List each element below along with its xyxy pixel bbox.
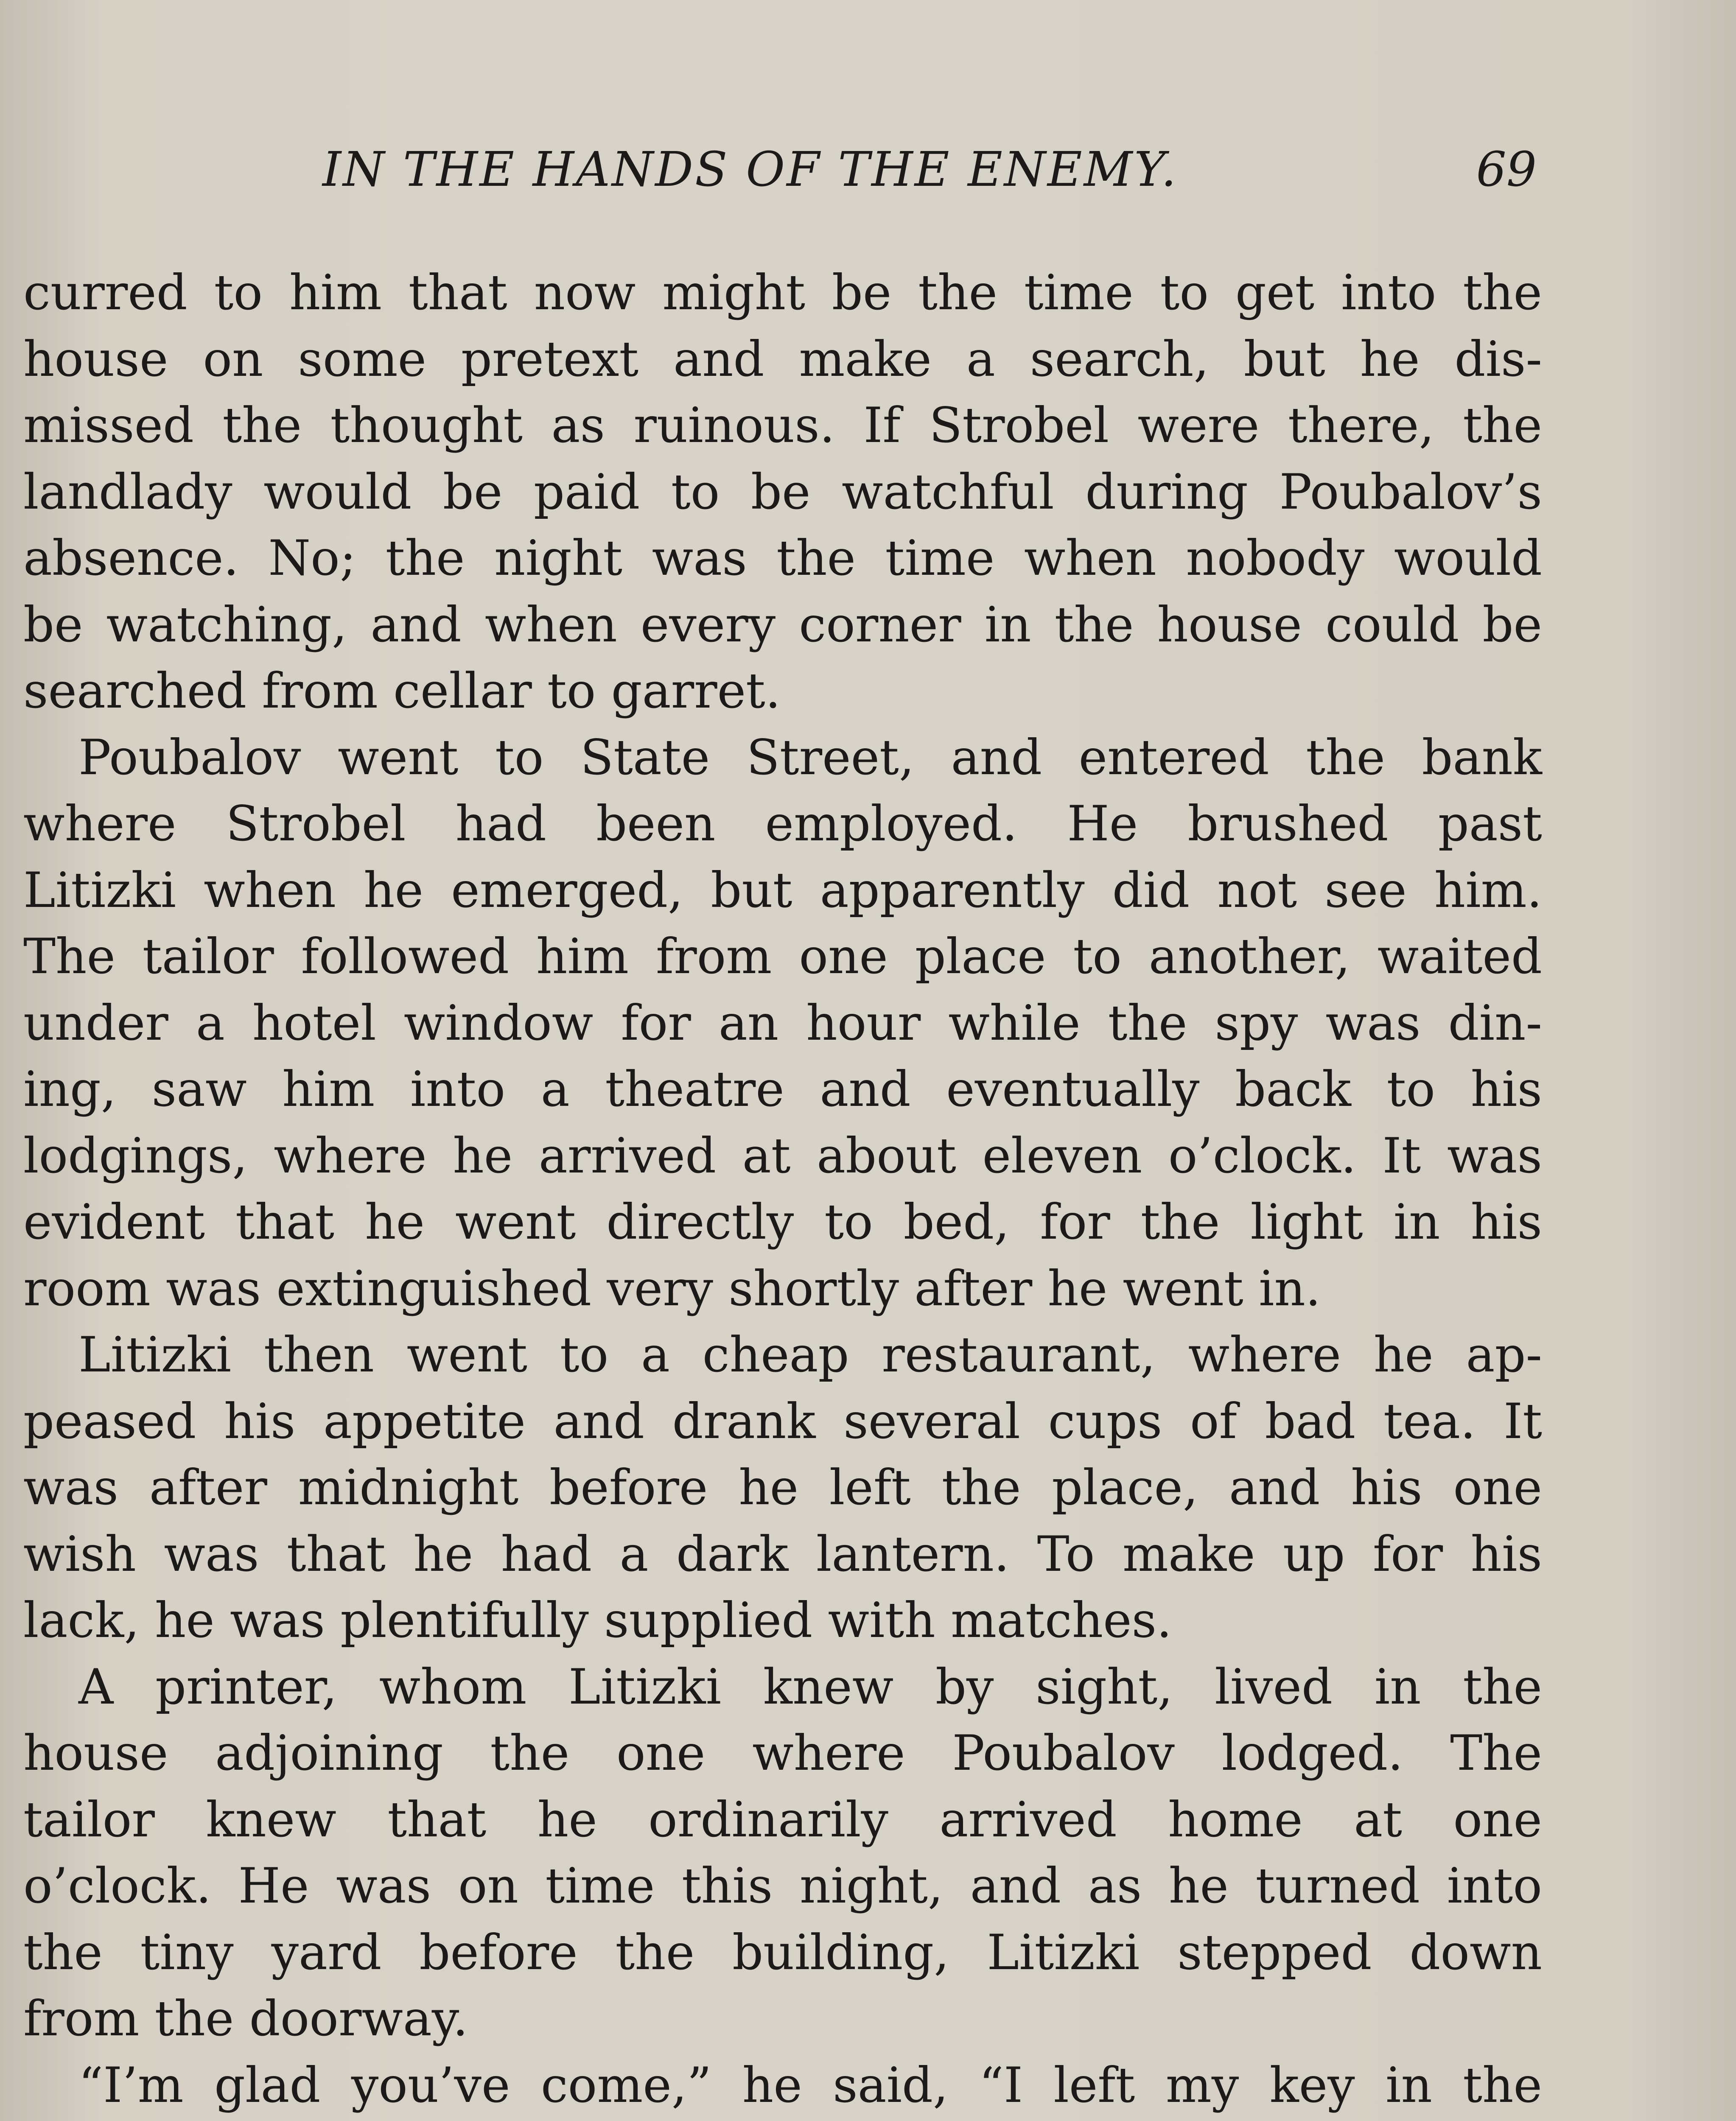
text-line: o’clock. He was on time this night, and as he turned into: [23, 1858, 1542, 1914]
text-line: ing, saw him into a theatre and eventually back to his: [23, 1061, 1542, 1117]
text-line: the tiny yard before the building, Litizki stepped down: [23, 1924, 1542, 1981]
text-line: landlady would be paid to be watchful during Poubalov’s: [23, 463, 1542, 520]
text-line: searched from cellar to garret.: [23, 663, 781, 719]
text-line: lodgings, where he arrived at about eleven o’clock. It was: [23, 1127, 1542, 1184]
text-line: curred to him that now might be the time to get into the: [23, 264, 1542, 321]
text-line: house adjoining the one where Poubalov lodged. The: [23, 1725, 1542, 1781]
text-line: Litizki when he emerged, but apparently did not see him.: [23, 862, 1542, 918]
text-line: lack, he was plentifully supplied with matches.: [23, 1592, 1172, 1648]
text-line: was after midnight before he left the place, and his one: [23, 1459, 1542, 1516]
text-line: where Strobel had been employed. He brushed past: [23, 795, 1542, 852]
text-line: absence. No; the night was the time when nobody would: [23, 530, 1542, 586]
text-line: evident that he went directly to bed, for the light in his: [23, 1194, 1542, 1250]
page-number: 69: [1476, 142, 1537, 197]
text-line: from the doorway.: [23, 1990, 468, 2047]
text-line: peased his appetite and drank several cups of bad tea. It: [23, 1393, 1542, 1449]
text-line: room was extinguished very shortly after he went in.: [23, 1260, 1321, 1317]
text-line: tailor knew that he ordinarily arrived home at one: [23, 1791, 1542, 1848]
text-line: missed the thought as ruinous. If Strobel were there, the: [23, 397, 1542, 453]
running-title: IN THE HANDS OF THE ENEMY.: [322, 142, 1178, 197]
text-line: under a hotel window for an hour while the spy was din-: [23, 994, 1542, 1051]
body-text: [23, 260, 1542, 2121]
text-line: “I’m glad you’ve come,” he said, “I left my key in the: [78, 2057, 1542, 2113]
text-line: A printer, whom Litizki knew by sight, lived in the: [78, 1658, 1542, 1715]
text-line: wish was that he had a dark lantern. To make up for his: [23, 1525, 1542, 1582]
text-line: house on some pretext and make a search, but he dis-: [23, 330, 1542, 387]
page-header: [0, 140, 1736, 199]
text-line: be watching, and when every corner in the house could be: [23, 596, 1542, 653]
text-line: Poubalov went to State Street, and entered the bank: [78, 729, 1542, 786]
text-line: Litizki then went to a cheap restaurant, where he ap-: [78, 1326, 1542, 1383]
text-line: [23, 2118, 1542, 2121]
text-line: The tailor followed him from one place to another, waited: [23, 928, 1542, 985]
